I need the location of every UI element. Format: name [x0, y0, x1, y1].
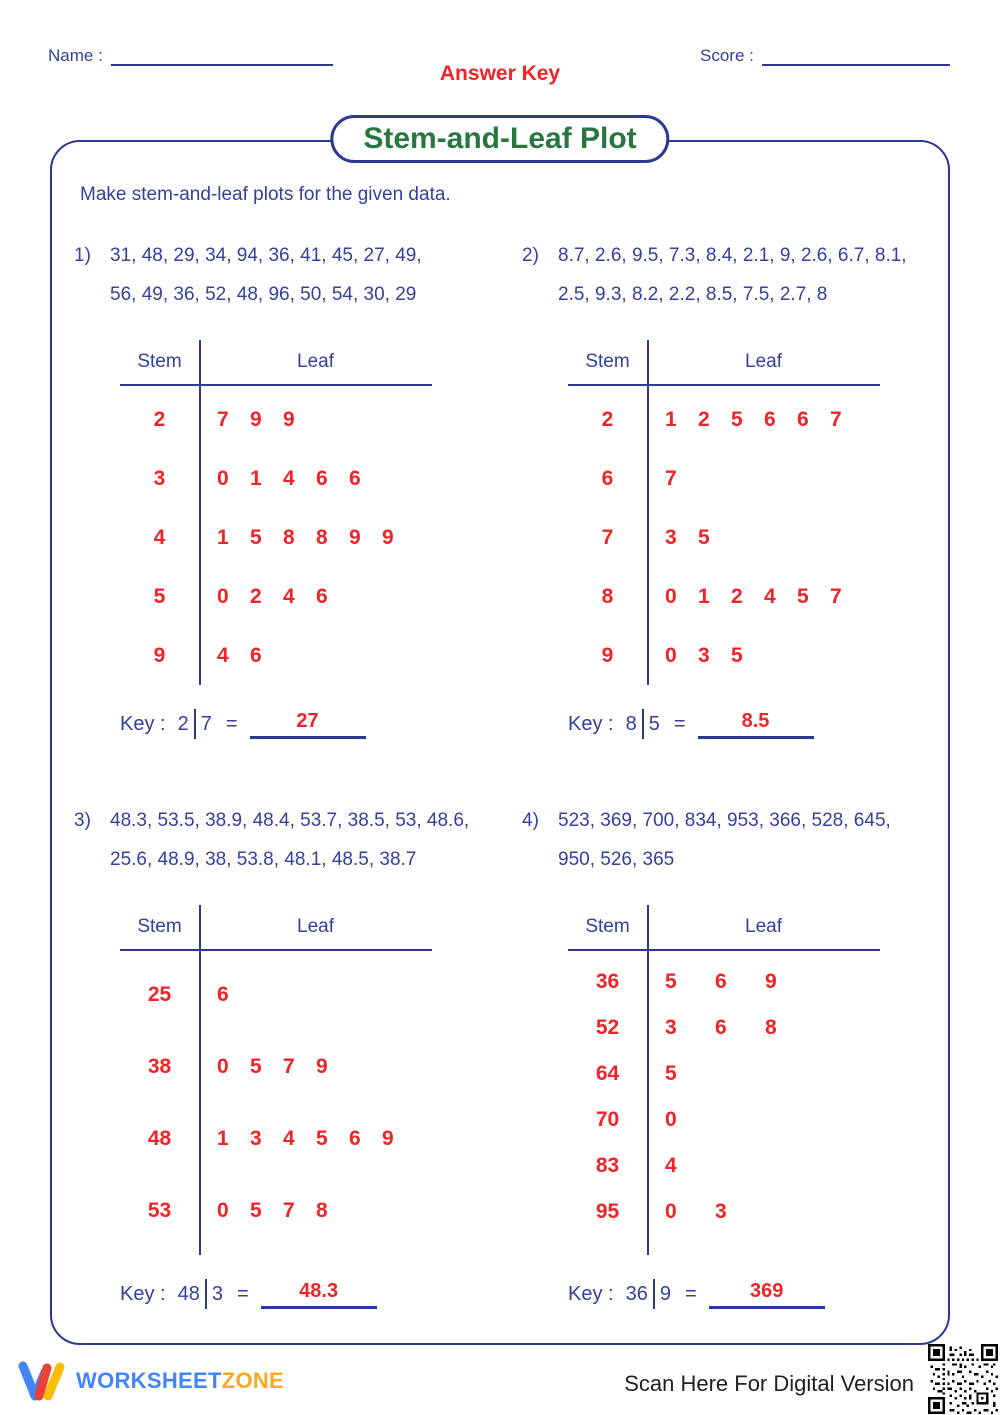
- leaf-value: 1: [665, 407, 677, 431]
- leaf-value: 7: [283, 1199, 295, 1222]
- worksheet-body: [50, 122, 950, 1345]
- key-stem: 48: [177, 1282, 200, 1305]
- leaf-value: 0: [665, 584, 677, 608]
- table-row: [568, 959, 880, 1005]
- equals-sign: =: [684, 1282, 697, 1305]
- leaf-value: 5: [731, 643, 743, 667]
- data-line: 8.7, 2.6, 9.5, 7.3, 8.4, 2.1, 9, 2.6, 6.7, 8.1,: [558, 245, 907, 266]
- stem-header: Stem: [585, 916, 630, 937]
- leaf-header: Leaf: [745, 351, 782, 372]
- leaf-value: 1: [217, 1127, 229, 1150]
- table-row: [568, 508, 880, 567]
- leaf-value: 6: [349, 466, 361, 490]
- equals-sign: =: [673, 712, 686, 735]
- key-answer: 27: [250, 710, 366, 739]
- table-header: [568, 905, 880, 951]
- leaf-value: 9: [765, 970, 777, 993]
- worksheetzone-logo: [16, 1359, 284, 1403]
- key-divider: [653, 1279, 655, 1309]
- stem-leaf-table: [120, 340, 432, 685]
- leaf-values: [199, 467, 432, 491]
- leaf-value: 0: [665, 1108, 677, 1131]
- stem-value: 52: [595, 1016, 620, 1039]
- leaf-value: 5: [665, 970, 677, 993]
- table-rows: [568, 386, 880, 685]
- brand-worksheet: WORKSHEET: [76, 1368, 222, 1393]
- key-line: [120, 709, 522, 739]
- table-row: [568, 567, 880, 626]
- key-label: Key :: [120, 1282, 166, 1305]
- stem-value: 95: [595, 1200, 620, 1223]
- data-list: [558, 801, 952, 879]
- key-stem: 2: [177, 712, 189, 735]
- leaf-values: [199, 1055, 432, 1079]
- stem-value: 6: [601, 466, 614, 490]
- data-line: 31, 48, 29, 34, 94, 36, 41, 45, 27, 49,: [110, 245, 422, 266]
- key-stem: 36: [625, 1282, 648, 1305]
- leaf-values: [647, 1016, 880, 1040]
- leaf-value: 0: [665, 643, 677, 667]
- key-stem: 8: [625, 712, 637, 735]
- table-row: [120, 626, 432, 685]
- leaf-value: 8: [316, 525, 328, 549]
- problems-grid: [52, 206, 948, 1309]
- key-answer: 48.3: [261, 1280, 377, 1309]
- leaf-value: 2: [731, 584, 743, 608]
- leaf-value: 1: [698, 584, 710, 608]
- table-row: [568, 1143, 880, 1189]
- key-label: Key :: [120, 712, 166, 735]
- stem-header: Stem: [137, 916, 182, 937]
- key-divider: [642, 709, 644, 739]
- leaf-value: 6: [797, 407, 809, 431]
- instruction-text: Make stem-and-leaf plots for the given data.: [80, 184, 451, 205]
- data-line: 2.5, 9.3, 8.2, 2.2, 8.5, 7.5, 2.7, 8: [558, 284, 828, 305]
- leaf-value: 0: [217, 1199, 229, 1222]
- table-row: [120, 1103, 432, 1175]
- stem-leaf-table: [120, 905, 432, 1255]
- equals-sign: =: [225, 712, 238, 735]
- leaf-value: 5: [698, 525, 710, 549]
- stem-header: Stem: [585, 351, 630, 372]
- key-leaf: 5: [648, 712, 660, 735]
- stem-value: 8: [601, 584, 614, 608]
- leaf-value: 9: [283, 407, 295, 431]
- leaf-values: [199, 585, 432, 609]
- leaf-values: [199, 644, 432, 668]
- leaf-value: 4: [217, 643, 229, 667]
- table-row: [120, 449, 432, 508]
- leaf-value: 1: [250, 466, 262, 490]
- stem-value: 2: [153, 407, 166, 431]
- leaf-values: [199, 1127, 432, 1151]
- leaf-header: Leaf: [297, 916, 334, 937]
- problem-number: 3): [74, 810, 91, 831]
- leaf-values: [199, 1199, 432, 1223]
- leaf-value: 1: [217, 525, 229, 549]
- leaf-value: 6: [250, 643, 262, 667]
- leaf-values: [647, 1062, 880, 1086]
- leaf-value: 9: [349, 525, 361, 549]
- key-leaf: 3: [211, 1282, 223, 1305]
- key-leaf: 7: [200, 712, 212, 735]
- data-line: 56, 49, 36, 52, 48, 96, 50, 54, 30, 29: [110, 284, 417, 305]
- stem-value: 70: [595, 1108, 620, 1131]
- stem-value: 4: [153, 525, 166, 549]
- stem-value: 64: [595, 1062, 620, 1085]
- table-header: [120, 340, 432, 386]
- key-divider: [205, 1279, 207, 1309]
- stem-value: 53: [147, 1199, 172, 1222]
- key-line: [568, 1279, 952, 1309]
- score-label: Score :: [700, 46, 754, 65]
- brand-zone: ZONE: [221, 1368, 285, 1393]
- table-row: [568, 1051, 880, 1097]
- stem-value: 48: [147, 1127, 172, 1150]
- leaf-value: 5: [250, 1199, 262, 1222]
- key-line: [568, 709, 952, 739]
- table-row: [120, 959, 432, 1031]
- table-row: [120, 1175, 432, 1247]
- leaf-value: 4: [283, 584, 295, 608]
- leaf-values: [647, 1200, 880, 1224]
- leaf-values: [647, 970, 880, 994]
- stem-value: 9: [153, 643, 166, 667]
- data-list: [558, 236, 952, 314]
- leaf-value: 7: [665, 466, 677, 490]
- stem-value: 83: [595, 1154, 620, 1177]
- leaf-values: [647, 1154, 880, 1178]
- key-divider: [194, 709, 196, 739]
- problem-data: [74, 801, 522, 879]
- data-line: 25.6, 48.9, 38, 53.8, 48.1, 48.5, 38.7: [110, 849, 417, 870]
- table-rows: [120, 386, 432, 685]
- w-logo-icon: [16, 1359, 68, 1403]
- table-row: [120, 508, 432, 567]
- leaf-value: 8: [283, 525, 295, 549]
- leaf-values: [647, 644, 880, 668]
- leaf-value: 6: [715, 1016, 727, 1039]
- leaf-value: 4: [764, 584, 776, 608]
- data-line: 48.3, 53.5, 38.9, 48.4, 53.7, 38.5, 53, 48.6,: [110, 810, 470, 831]
- leaf-value: 7: [217, 407, 229, 431]
- stem-header: Stem: [137, 351, 182, 372]
- table-row: [568, 1189, 880, 1235]
- page-title: Stem-and-Leaf Plot: [363, 122, 637, 155]
- leaf-value: 9: [382, 1127, 394, 1150]
- table-row: [120, 1031, 432, 1103]
- table-rows: [568, 951, 880, 1255]
- key-answer: 369: [709, 1280, 825, 1309]
- equals-sign: =: [236, 1282, 249, 1305]
- key-line: [120, 1279, 522, 1309]
- problem-data: [522, 236, 952, 314]
- table-row: [568, 626, 880, 685]
- qr-code: [928, 1344, 998, 1414]
- stem-value: 25: [147, 983, 172, 1006]
- problem-4: [522, 801, 952, 1309]
- leaf-value: 3: [715, 1200, 727, 1223]
- table-row: [568, 1097, 880, 1143]
- table-row: [568, 1005, 880, 1051]
- leaf-value: 5: [665, 1062, 677, 1085]
- leaf-value: 6: [316, 466, 328, 490]
- stem-value: 5: [153, 584, 166, 608]
- leaf-values: [647, 585, 880, 609]
- leaf-value: 8: [765, 1016, 777, 1039]
- key-answer: 8.5: [698, 710, 814, 739]
- leaf-value: 9: [382, 525, 394, 549]
- table-row: [120, 567, 432, 626]
- leaf-values: [199, 408, 432, 432]
- leaf-value: 4: [283, 1127, 295, 1150]
- stem-value: 9: [601, 643, 614, 667]
- leaf-value: 0: [665, 1200, 677, 1223]
- data-line: 950, 526, 365: [558, 849, 675, 870]
- leaf-value: 3: [250, 1127, 262, 1150]
- leaf-value: 6: [217, 983, 229, 1006]
- problem-1: [74, 236, 522, 739]
- leaf-value: 0: [217, 466, 229, 490]
- page-footer: [0, 1343, 1000, 1415]
- key-label: Key :: [568, 1282, 614, 1305]
- data-line: 523, 369, 700, 834, 953, 366, 528, 645,: [558, 810, 891, 831]
- data-list: [110, 236, 522, 314]
- leaf-values: [647, 408, 880, 432]
- leaf-header: Leaf: [297, 351, 334, 372]
- table-rows: [120, 951, 432, 1255]
- leaf-value: 0: [217, 1055, 229, 1078]
- answer-key-label: Answer Key: [439, 62, 561, 85]
- score-field: [700, 46, 950, 66]
- leaf-value: 5: [797, 584, 809, 608]
- leaf-value: 5: [250, 1055, 262, 1078]
- leaf-value: 7: [283, 1055, 295, 1078]
- problem-3: [74, 801, 522, 1309]
- score-input-line[interactable]: [762, 46, 950, 66]
- stem-value: 2: [601, 407, 614, 431]
- leaf-values: [647, 1108, 880, 1132]
- problem-number: 4): [522, 810, 539, 831]
- table-header: [120, 905, 432, 951]
- leaf-value: 2: [698, 407, 710, 431]
- leaf-value: 0: [217, 584, 229, 608]
- stem-leaf-table: [568, 340, 880, 685]
- stem-value: 7: [601, 525, 614, 549]
- leaf-value: 9: [316, 1055, 328, 1078]
- leaf-value: 7: [830, 584, 842, 608]
- leaf-value: 3: [665, 1016, 677, 1039]
- leaf-value: 5: [316, 1127, 328, 1150]
- leaf-value: 2: [250, 584, 262, 608]
- leaf-header: Leaf: [745, 916, 782, 937]
- leaf-values: [647, 467, 880, 491]
- problem-data: [74, 236, 522, 314]
- table-header: [568, 340, 880, 386]
- stem-leaf-table: [568, 905, 880, 1255]
- leaf-value: 6: [349, 1127, 361, 1150]
- leaf-value: 5: [731, 407, 743, 431]
- leaf-values: [199, 526, 432, 550]
- leaf-value: 5: [250, 525, 262, 549]
- leaf-value: 8: [316, 1199, 328, 1222]
- table-row: [568, 449, 880, 508]
- leaf-value: 6: [764, 407, 776, 431]
- problem-number: 1): [74, 245, 91, 266]
- title-pill: [330, 115, 669, 163]
- leaf-value: 3: [698, 643, 710, 667]
- stem-value: 36: [595, 970, 620, 993]
- leaf-value: 6: [715, 970, 727, 993]
- leaf-value: 3: [665, 525, 677, 549]
- table-row: [568, 390, 880, 449]
- scan-here-text: Scan Here For Digital Version: [624, 1371, 914, 1396]
- leaf-value: 6: [316, 584, 328, 608]
- problem-data: [522, 801, 952, 879]
- stem-value: 3: [153, 466, 166, 490]
- problem-2: [522, 236, 952, 739]
- leaf-value: 4: [283, 466, 295, 490]
- leaf-values: [647, 526, 880, 550]
- leaf-values: [199, 983, 432, 1007]
- name-label: Name :: [48, 46, 103, 65]
- key-label: Key :: [568, 712, 614, 735]
- problem-number: 2): [522, 245, 539, 266]
- stem-value: 38: [147, 1055, 172, 1078]
- leaf-value: 4: [665, 1154, 677, 1177]
- key-leaf: 9: [659, 1282, 671, 1305]
- leaf-value: 7: [830, 407, 842, 431]
- brand-name: [76, 1368, 284, 1394]
- leaf-value: 9: [250, 407, 262, 431]
- data-list: [110, 801, 522, 879]
- table-row: [120, 390, 432, 449]
